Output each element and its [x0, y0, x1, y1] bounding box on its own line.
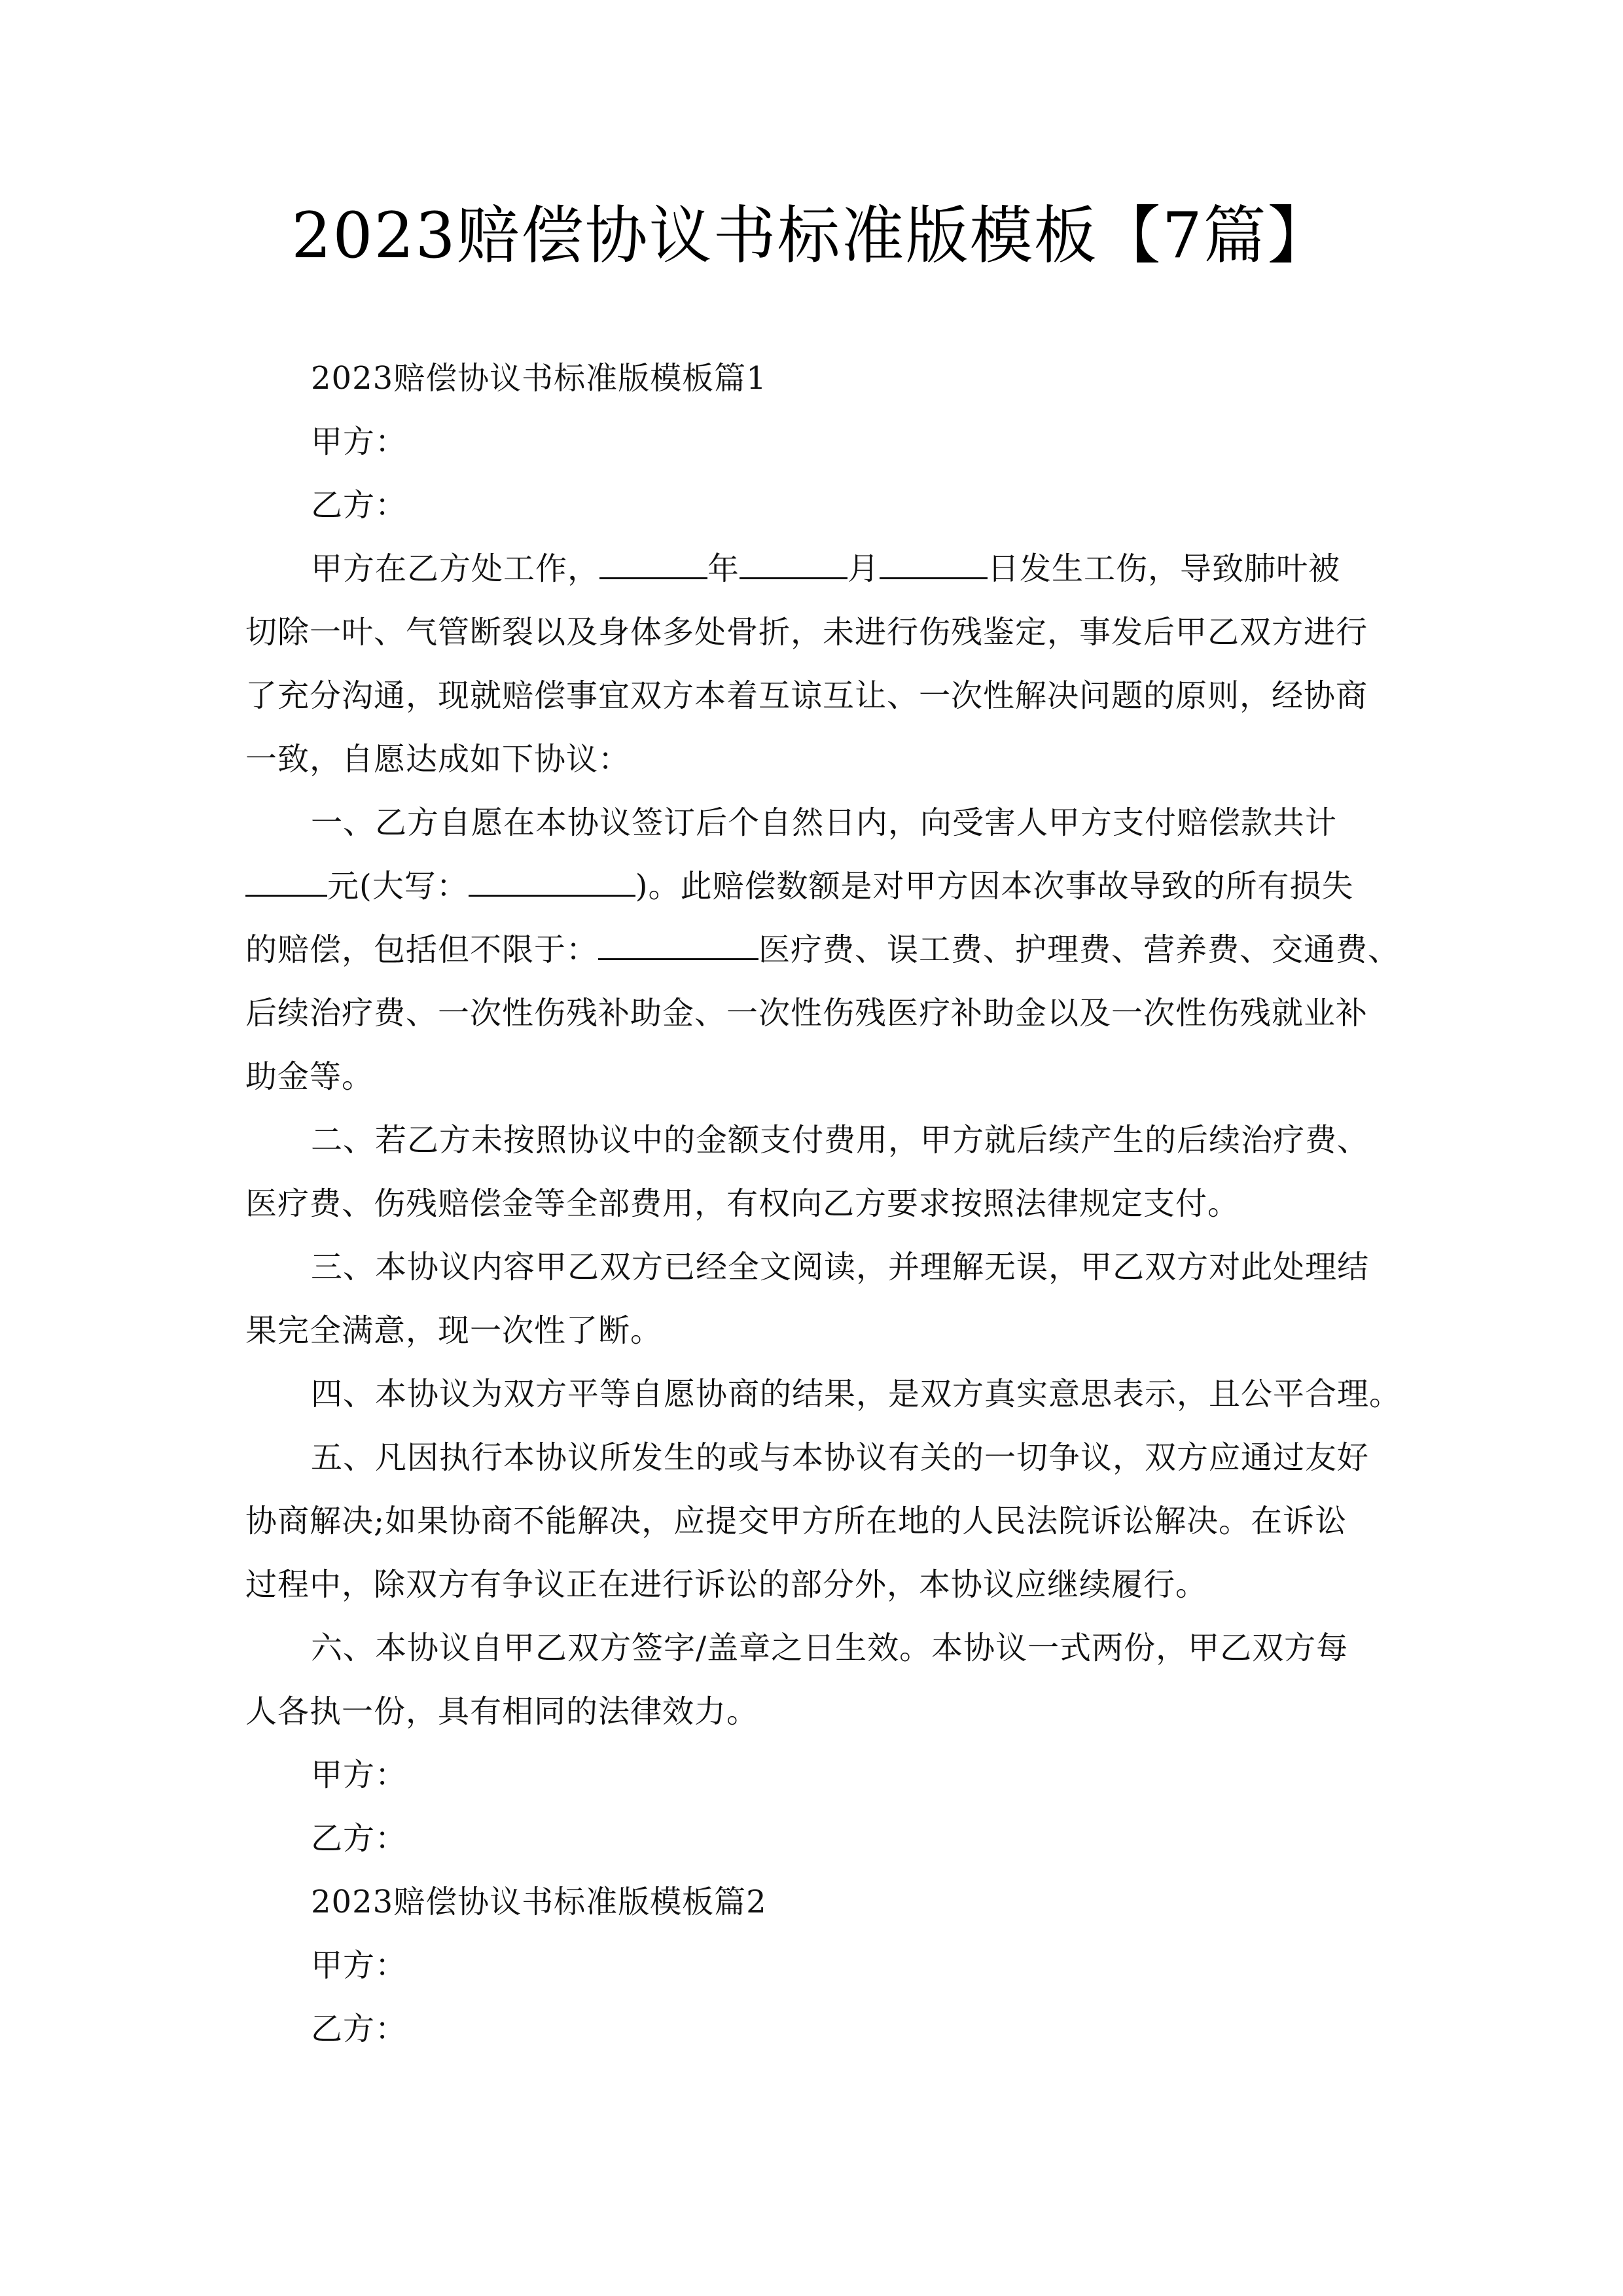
clause-3-line: 果完全满意，现一次性了断。 [245, 1312, 663, 1349]
clause-5-line: 五、凡因执行本协议所发生的或与本协议有关的一切争议，双方应通过友好 [311, 1439, 1370, 1476]
intro-text: 日发生工伤，导致肺叶被 [988, 550, 1341, 587]
section-heading: 2023赔偿协议书标准版模板篇1 [311, 360, 767, 397]
party-b-label: 乙方： [311, 487, 408, 524]
clause-1-line: 助金等。 [245, 1058, 374, 1095]
amount-blank [245, 866, 327, 897]
document-body [245, 347, 1402, 2061]
clause-5-line: 过程中，除双方有争议正在进行诉讼的部分外，本协议应继续履行。 [245, 1566, 1208, 1603]
year-blank [599, 548, 707, 579]
amount-in-words-blank [469, 866, 635, 897]
clause-2-line: 二、若乙方未按照协议中的金额支付费用，甲方就后续产生的后续治疗费、 [311, 1122, 1370, 1158]
party-b-label: 乙方： [311, 2011, 408, 2047]
clause-2-line: 医疗费、伤残赔偿金等全部费用，有权向乙方要求按照法律规定支付。 [245, 1185, 1240, 1222]
month-blank [740, 548, 847, 579]
clause-text: 元(大写： [327, 868, 469, 905]
intro-line: 一致，自愿达成如下协议： [245, 741, 631, 778]
clause-6-line: 人各执一份，具有相同的法律效力。 [245, 1693, 759, 1730]
clause-text: )。此赔偿数额是对甲方因本次事故导致的所有损失 [635, 868, 1354, 905]
clause-text: 的赔偿，包括但不限于： [245, 931, 599, 968]
clause-6-line: 六、本协议自甲乙双方签字/盖章之日生效。本协议一式两份，甲乙双方每 [311, 1630, 1349, 1666]
clause-3-line: 三、本协议内容甲乙双方已经全文阅读，并理解无误，甲乙双方对此处理结 [311, 1249, 1370, 1285]
document-title: 2023赔偿协议书标准版模板【7篇】 [291, 199, 1332, 272]
day-blank [880, 548, 988, 579]
signature-party-a-label: 甲方： [311, 1757, 408, 1793]
signature-party-b-label: 乙方： [311, 1820, 408, 1857]
clause-1-line [245, 855, 1381, 918]
party-a-label: 甲方： [311, 1947, 408, 1984]
clause-4-line: 四、本协议为双方平等自愿协商的结果，是双方真实意思表示，且公平合理。 [311, 1376, 1402, 1412]
party-a-label: 甲方： [311, 423, 408, 460]
clause-1-line: 一、乙方自愿在本协议签订后个自然日内，向受害人甲方支付赔偿款共计 [311, 804, 1338, 841]
clause-1-line [245, 918, 1400, 982]
clause-text: 医疗费、误工费、护理费、营养费、交通费、 [758, 931, 1400, 968]
section-heading: 2023赔偿协议书标准版模板篇2 [311, 1884, 767, 1920]
clause-1-line: 后续治疗费、一次性伤残补助金、一次性伤残医疗补助金以及一次性伤残就业补 [245, 995, 1368, 1031]
intro-line: 切除一叶、气管断裂以及身体多处骨折，未进行伤残鉴定，事发后甲乙双方进行 [245, 614, 1368, 651]
clause-5-line: 协商解决;如果协商不能解决，应提交甲方所在地的人民法院诉讼解决。在诉讼 [245, 1503, 1347, 1539]
year-label: 年 [707, 550, 740, 587]
intro-text: 甲方在乙方处工作， [311, 550, 600, 587]
intro-line [245, 537, 1381, 601]
included-items-blank [598, 929, 758, 960]
month-label: 月 [847, 550, 880, 587]
intro-line: 了充分沟通，现就赔偿事宜双方本着互谅互让、一次性解决问题的原则，经协商 [245, 677, 1368, 714]
